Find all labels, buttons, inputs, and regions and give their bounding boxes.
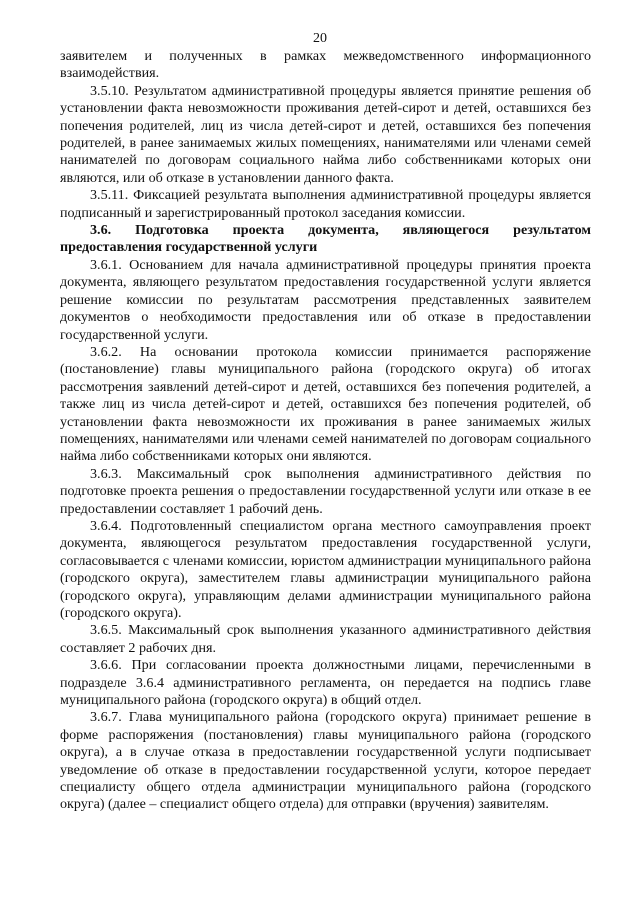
- paragraph-3-6-6: 3.6.6. При согласовании проекта должностными лицами, перечисленными в подразделе 3.6.4 административного регламента, он передается на подпись главе муниципального района (городского округа) в общий отдел.: [60, 657, 591, 709]
- paragraph-3-6-5: 3.6.5. Максимальный срок выполнения указанного административного действия составляет 2 рабочих дня.: [60, 622, 591, 656]
- paragraph-3-5-11: 3.5.11. Фиксацией результата выполнения административной процедуры является подписанный и зарегистрированный протокол заседания комиссии.: [60, 187, 591, 221]
- section-heading-line1: 3.6. Подготовка проекта документа, являющегося результатом: [90, 222, 591, 239]
- paragraph-3-6-4: 3.6.4. Подготовленный специалистом органа местного самоуправления проект документа, являющегося результатом предоставления государственной услуги, согласовывается с членами комиссии, юристом администрации муниципального района (городского округа), заместителем главы администрации муниципального района (городского округа), управляющим делами администрации муниципального района (городского округа).: [60, 517, 591, 621]
- paragraph-continuation: заявителем и полученных в рамках межведомственного информационного взаимодействия.: [60, 48, 591, 82]
- paragraph-3-6-7: 3.6.7. Глава муниципального района (городского округа) принимает решение в форме распоряжения (постановления) главы муниципального района (городского округа), а в случае отказа в предоставлении государственной услуги подписывает уведомление об отказе в предоставлении государственной услуги, которое передает специалисту общего отдела администрации муниципального района (городского округа) (далее – специалист общего отдела) для отправки (вручения) заявителям.: [60, 709, 591, 813]
- paragraph-3-5-10: 3.5.10. Результатом административной процедуры является принятие решения об установлении факта невозможности проживания детей-сирот и детей, оставшихся без попечения родителей, лиц из числа детей-сирот и детей, оставшихся без попечения родителей, в ранее занимаемых жилых помещениях, нанимателями или членами семей нанимателей по договорам социального найма либо собственниками которых они являются, или об отказе в установлении данного факта.: [60, 82, 591, 186]
- document-body: [60, 48, 591, 814]
- section-heading-3-6: [60, 222, 591, 257]
- paragraph-3-6-3: 3.6.3. Максимальный срок выполнения административного действия по подготовке проекта решения о предоставлении государственной услуги или отказе в ее предоставлении составляет 1 рабочий день.: [60, 465, 591, 517]
- paragraph-3-6-1: 3.6.1. Основанием для начала административной процедуры принятия проекта документа, являющего результатом предоставления государственной услуги является решение комиссии по результатам рассмотрения представленных заявителем документов о необходимости предоставления или об отказе в предоставлении государственной услуги.: [60, 256, 591, 343]
- paragraph-3-6-2: 3.6.2. На основании протокола комиссии принимается распоряжение (постановление) главы муниципального района (городского округа) об итогах рассмотрения заявлений детей-сирот и детей, оставшихся без попечения родителей, а также лиц из числа детей-сирот и детей, оставшихся без попечения родителей, об установлении факта невозможности их проживания в ранее занимаемых жилых помещениях, нанимателями или членами семей нанимателей по договорам социального найма либо собственниками которых они являются.: [60, 343, 591, 465]
- section-heading-line2: предоставления государственной услуги: [60, 239, 318, 256]
- page-number: 20: [313, 31, 327, 46]
